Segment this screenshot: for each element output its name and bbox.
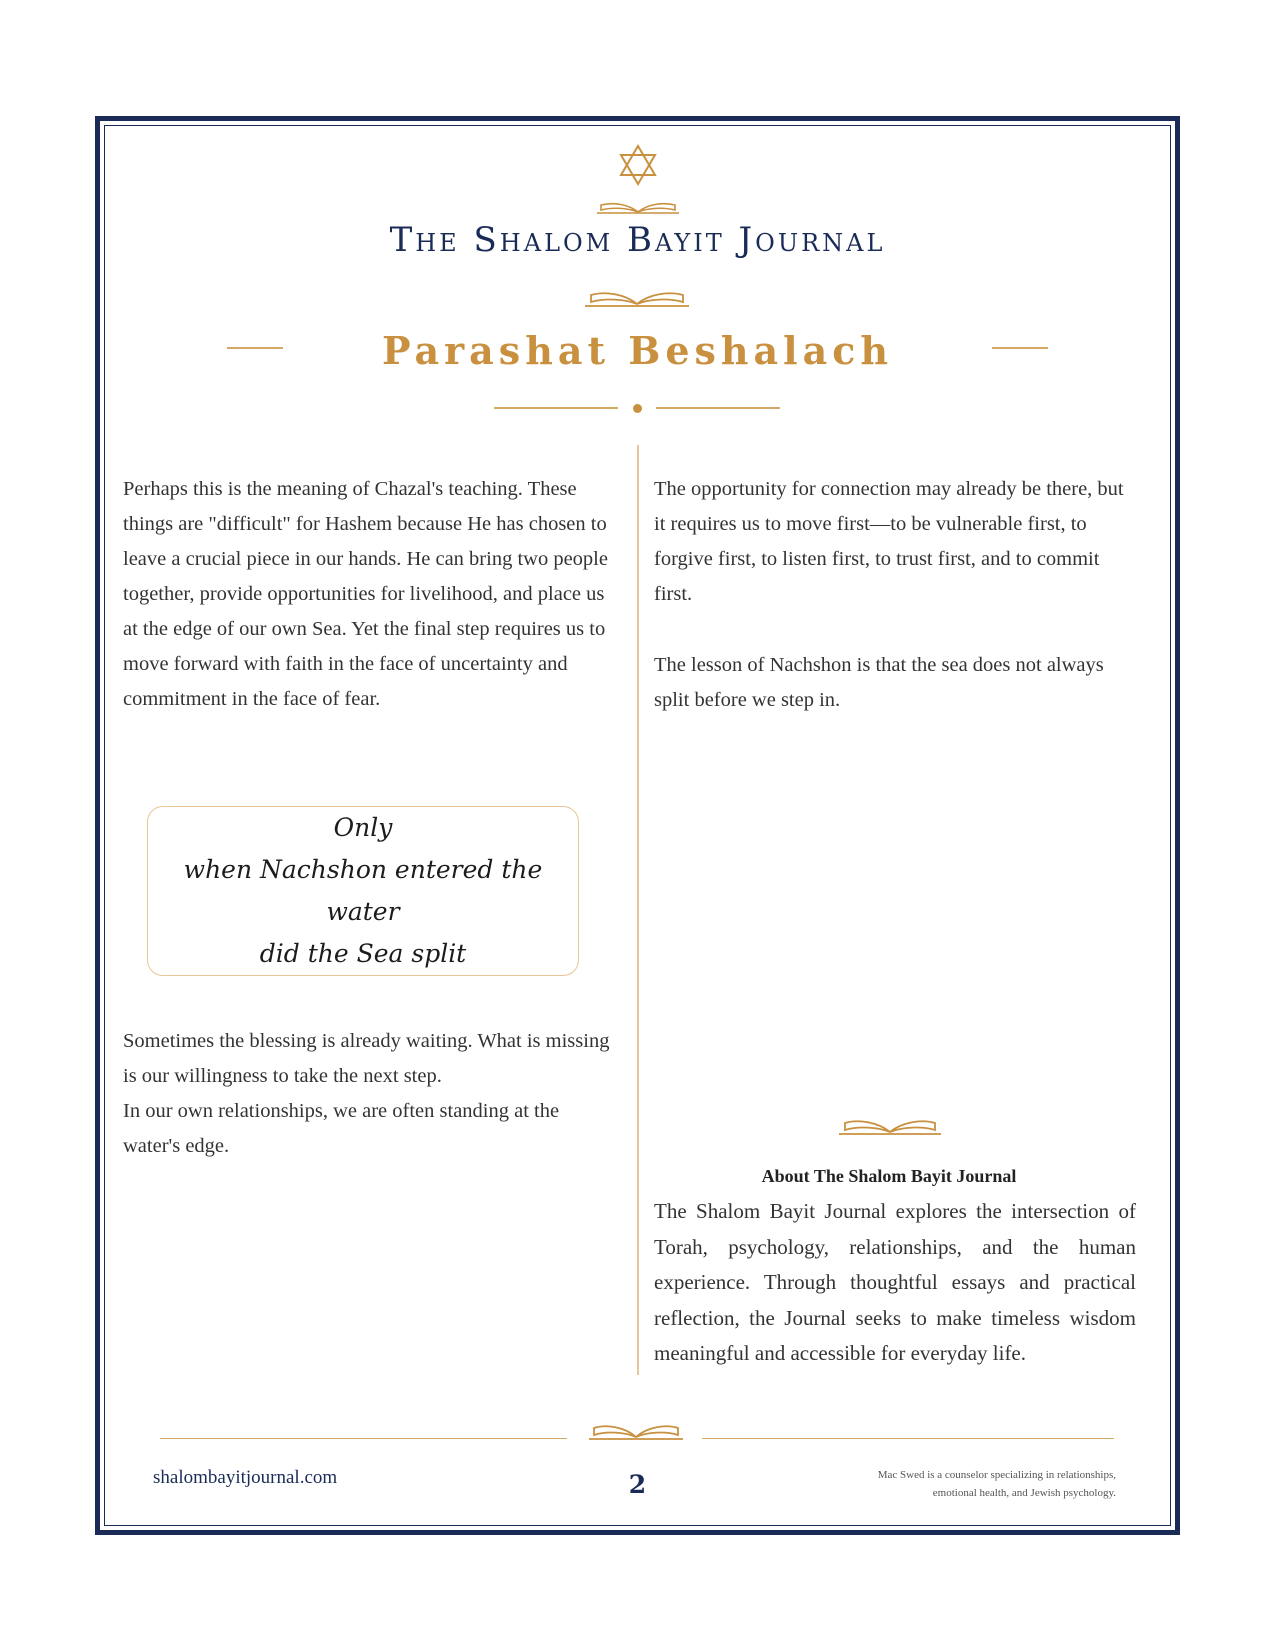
quote-line-1: Only [333,813,393,842]
left-paragraph-1 [123,472,613,717]
open-book-icon [581,284,693,310]
ornament-dot [633,404,642,413]
author-note-line-2: emotional health, and Jewish psychology. [932,1487,1116,1499]
right-paragraph-1 [654,472,1124,612]
paragraph-text: In our own relationships, we are often standing at the water's edge. [123,1100,560,1157]
paragraph-text: Sometimes the blessing is already waiting. What is missing is our willingness to take the next step. [123,1030,610,1087]
column-divider [637,445,639,1375]
title-side-line-right [992,347,1048,349]
author-note-line-1: Mac Swed is a counselor specializing in relationships, [877,1469,1116,1481]
paragraph-text: The opportunity for connection may already be there, but it requires us to move first—to be vulnerable first, to forgive first, to listen first, to trust first, and to commit first. [654,478,1124,605]
about-body: The Shalom Bayit Journal explores the intersection of Torah, psychology, relationships, and the human experience. Through thoughtful essays and practical reflection, the Journal seeks to make timeless wisdom meaningful and accessible for everyday life. [654,1199,1136,1365]
quote-line-3: did the Sea split [259,939,467,968]
star-of-david-icon [618,144,658,186]
footer-line-right [702,1438,1114,1439]
ornament-line-left [494,407,618,409]
parasha-title: Parashat Beshalach [381,328,893,373]
paragraph-text: The lesson of Nachshon is that the sea does not always split before we step in. [654,654,1104,711]
website-link[interactable]: shalombayitjournal.com [153,1467,338,1488]
footer-line-left [160,1438,567,1439]
open-book-icon [836,1112,944,1138]
ornament-line-right [656,407,780,409]
left-paragraph-2 [123,1024,613,1164]
open-book-icon [595,196,681,216]
pull-quote-box [147,806,579,976]
open-book-icon [586,1417,686,1443]
quote-line-2: when Nachshon entered the water [183,855,543,926]
paragraph-text: Perhaps this is the meaning of Chazal's teaching. These things are "difficult" for Hashem because He has chosen to leave a crucial piece in our hands. He can bring two people together, provide opportunities for livelihood, and place us at the edge of our own Sea. Yet the final step requires us to move forward with faith in the face of uncertainty and commitment in the face of fear. [123,478,608,710]
right-paragraph-2 [654,648,1124,718]
journal-title: The Shalom Bayit Journal [389,220,886,260]
page-number: 2 [628,1470,647,1499]
about-heading: About The Shalom Bayit Journal [761,1166,1017,1186]
author-note [800,1466,1116,1502]
